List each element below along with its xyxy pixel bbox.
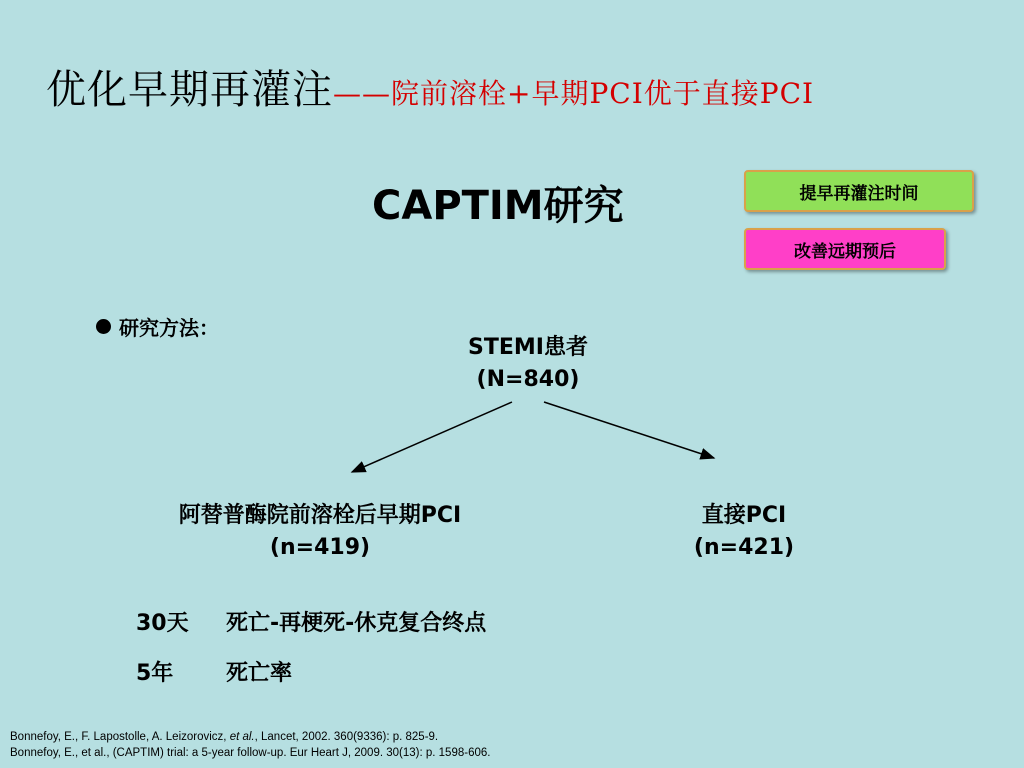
endpoint-time: 30天 [136, 611, 189, 636]
left-arm-label: 阿替普酶院前溶栓后早期PCI [178, 503, 462, 528]
root-count: (N=840) [476, 367, 580, 392]
flow-node-thrombolysis-pci [130, 500, 510, 564]
endpoint-row [136, 606, 486, 637]
references [10, 729, 490, 761]
badge-improved-prognosis: 改善远期预后 [744, 228, 946, 270]
right-arm-label: 直接PCI [701, 503, 787, 528]
reference-1-etal: et al. [229, 731, 255, 743]
slide-subtitle: ——院前溶栓+早期PCI优于直接PCI [333, 77, 815, 110]
reference-1 [10, 729, 490, 745]
reference-1-source: , Lancet, 2002. 360(9336): p. 825-9. [254, 731, 439, 743]
study-title: CAPTIM研究 [372, 183, 624, 229]
endpoint-row [136, 656, 292, 687]
slide-title-main: 优化早期再灌注 [46, 67, 333, 113]
arrow-to-left-arm [352, 402, 512, 472]
left-arm-count: (n=419) [269, 535, 371, 560]
right-arm-count: (n=421) [693, 535, 795, 560]
methods-label: 研究方法： [119, 316, 219, 340]
root-label: STEMI患者 [468, 335, 588, 360]
reference-1-authors: Bonnefoy, E., F. Lapostolle, A. Leizorovicz, [10, 731, 230, 743]
endpoint-desc: 死亡-再梗死-休克复合终点 [226, 611, 487, 636]
arrow-to-right-arm [544, 402, 714, 458]
endpoint-time: 5年 [136, 661, 174, 686]
badge-earlier-reperfusion: 提早再灌注时间 [744, 170, 974, 212]
flow-node-primary-pci [664, 500, 824, 564]
reference-2: Bonnefoy, E., et al., (CAPTIM) trial: a 5-year follow-up. Eur Heart J, 2009. 30(13): p. 1598-606. [10, 747, 491, 759]
endpoint-desc: 死亡率 [226, 661, 293, 686]
